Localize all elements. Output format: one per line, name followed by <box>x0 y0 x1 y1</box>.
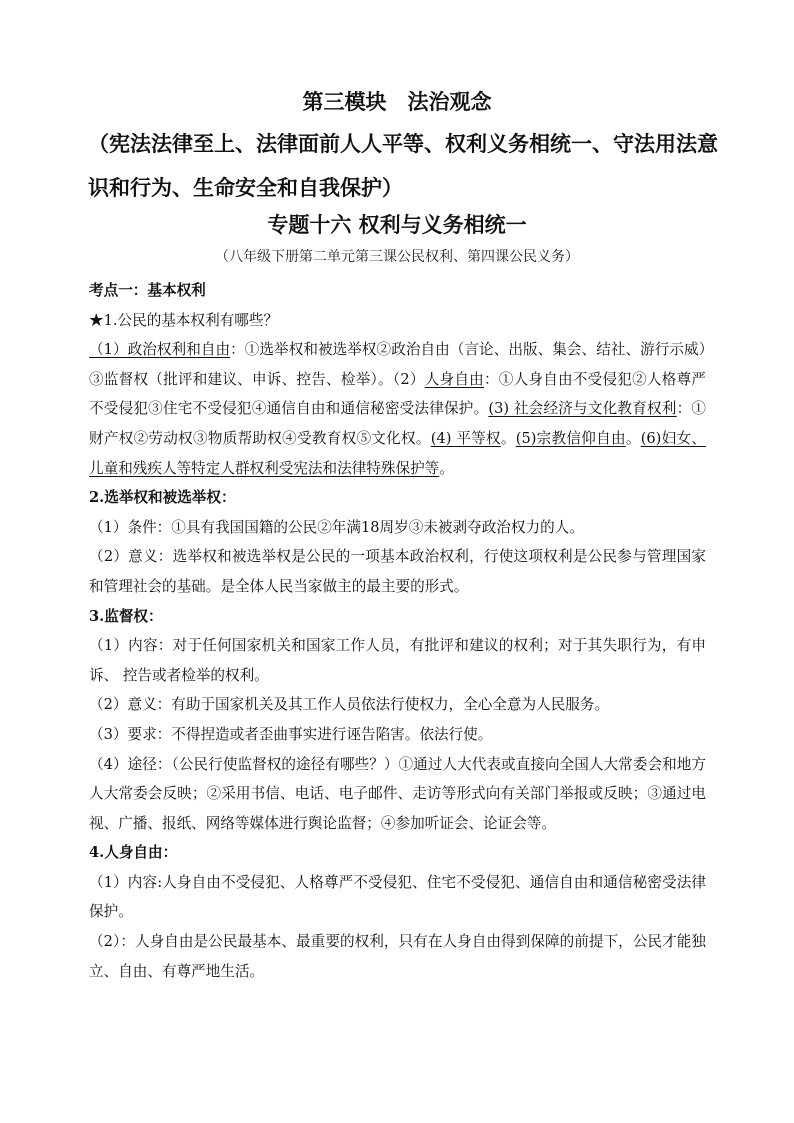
module-subtitle: （宪法法律至上、法律面前人人平等、权利义务相统一、守法用法意识和行为、生命安全和自我保护） <box>88 131 718 200</box>
question-2-paragraph-2: （2）意义：选举权和被选举权是公民的一项基本政治权利，行使这项权利是公民参与管理国家和管理社会的基础。是全体人民当家做主的最主要的形式。 <box>89 548 706 595</box>
question-3-paragraph-1: （1）内容：对于任何国家机关和国家工作人员，有批评和建议的权利；对于其失职行为，有申诉、 控告或者检举的权利。 <box>89 637 706 684</box>
question-1-heading: ★1.公民的基本权利有哪些？ <box>89 311 279 329</box>
kaodian-heading: 考点一：基本权利 <box>89 282 206 299</box>
source-note: （八年级下册第二单元第三课公民权利、第四课公民义务） <box>215 249 579 265</box>
answer-underlined-1: （1）政治权利和自由 <box>89 341 231 359</box>
answer-text-1: ：①选举权和被选举权②政治自由（言论、出版、集会、结社、游行示威）③监督权（批评和建议、申诉、控告、检举）。（2） <box>89 341 706 388</box>
answer-underlined-4: (4) 平等权 <box>430 429 501 447</box>
question-3-paragraph-2: （2）意义：有助于国家机关及其工作人员依法行使权力，全心全意为人民服务。 <box>89 696 610 714</box>
question-2-paragraph-1: （1）条件：①具有我国国籍的公民②年满18周岁③未被剥夺政治权力的人。 <box>89 518 584 536</box>
question-4-heading: 4.人身自由： <box>89 844 178 862</box>
answer-underlined-2: 人身自由 <box>424 370 484 388</box>
question-4-paragraph-1: （1）内容:人身自由不受侵犯、人格尊严不受侵犯、住宅不受侵犯、通信自由和通信秘密受法律保护。 <box>89 873 706 921</box>
answer-underlined-6: (6)妇女、儿童和残疾人等特定人群权利受宪法和法律特殊保护等 <box>89 429 706 477</box>
answer-underlined-5: (5)宗教信仰自由 <box>515 429 626 447</box>
answer-text-2: ：①人身自由不受侵犯②人格尊严不受侵犯③住宅不受侵犯④通信自由和通信秘密受法律保护。 <box>89 370 706 418</box>
answer-underlined-3: (3) 社会经济与文化教育权利 <box>488 400 677 418</box>
answer-text-4: 。 <box>500 429 516 447</box>
question-3-paragraph-4: （4）途径：（公民行使监督权的途径有哪些？）①通过人大代表或直接向全国人大常委会和地方人大常委会反映；②采用书信、电话、电子邮件、走访等形式向有关部门举报或反映；③通过电视、广播、报纸、网络等媒体进行舆论监督；④参加听证会、论证会等。 <box>89 755 706 832</box>
answer-text-3: ：①财产权②劳动权③物质帮助权④受教育权⑤文化权。 <box>89 400 706 447</box>
topic-title: 专题十六 权利与义务相统一 <box>267 212 527 237</box>
question-3-heading: 3.监督权： <box>89 607 163 625</box>
question-4-paragraph-2: （2）：人身自由是公民最基本、最重要的权利，只有在人身自由得到保障的前提下，公民才能独立、自由、有尊严地生活。 <box>89 933 706 980</box>
answer-text-5: 。 <box>625 429 641 447</box>
module-title: 第三模块 法治观念 <box>302 89 492 114</box>
question-2-heading: 2.选举权和被选举权： <box>89 489 236 507</box>
document-body <box>89 276 706 986</box>
question-3-paragraph-3: （3）要求：不得捏造或者歪曲事实进行诬告陷害。依法行使。 <box>89 725 493 743</box>
answer-text-6: 。 <box>439 459 454 477</box>
question-1-answer <box>89 335 706 483</box>
